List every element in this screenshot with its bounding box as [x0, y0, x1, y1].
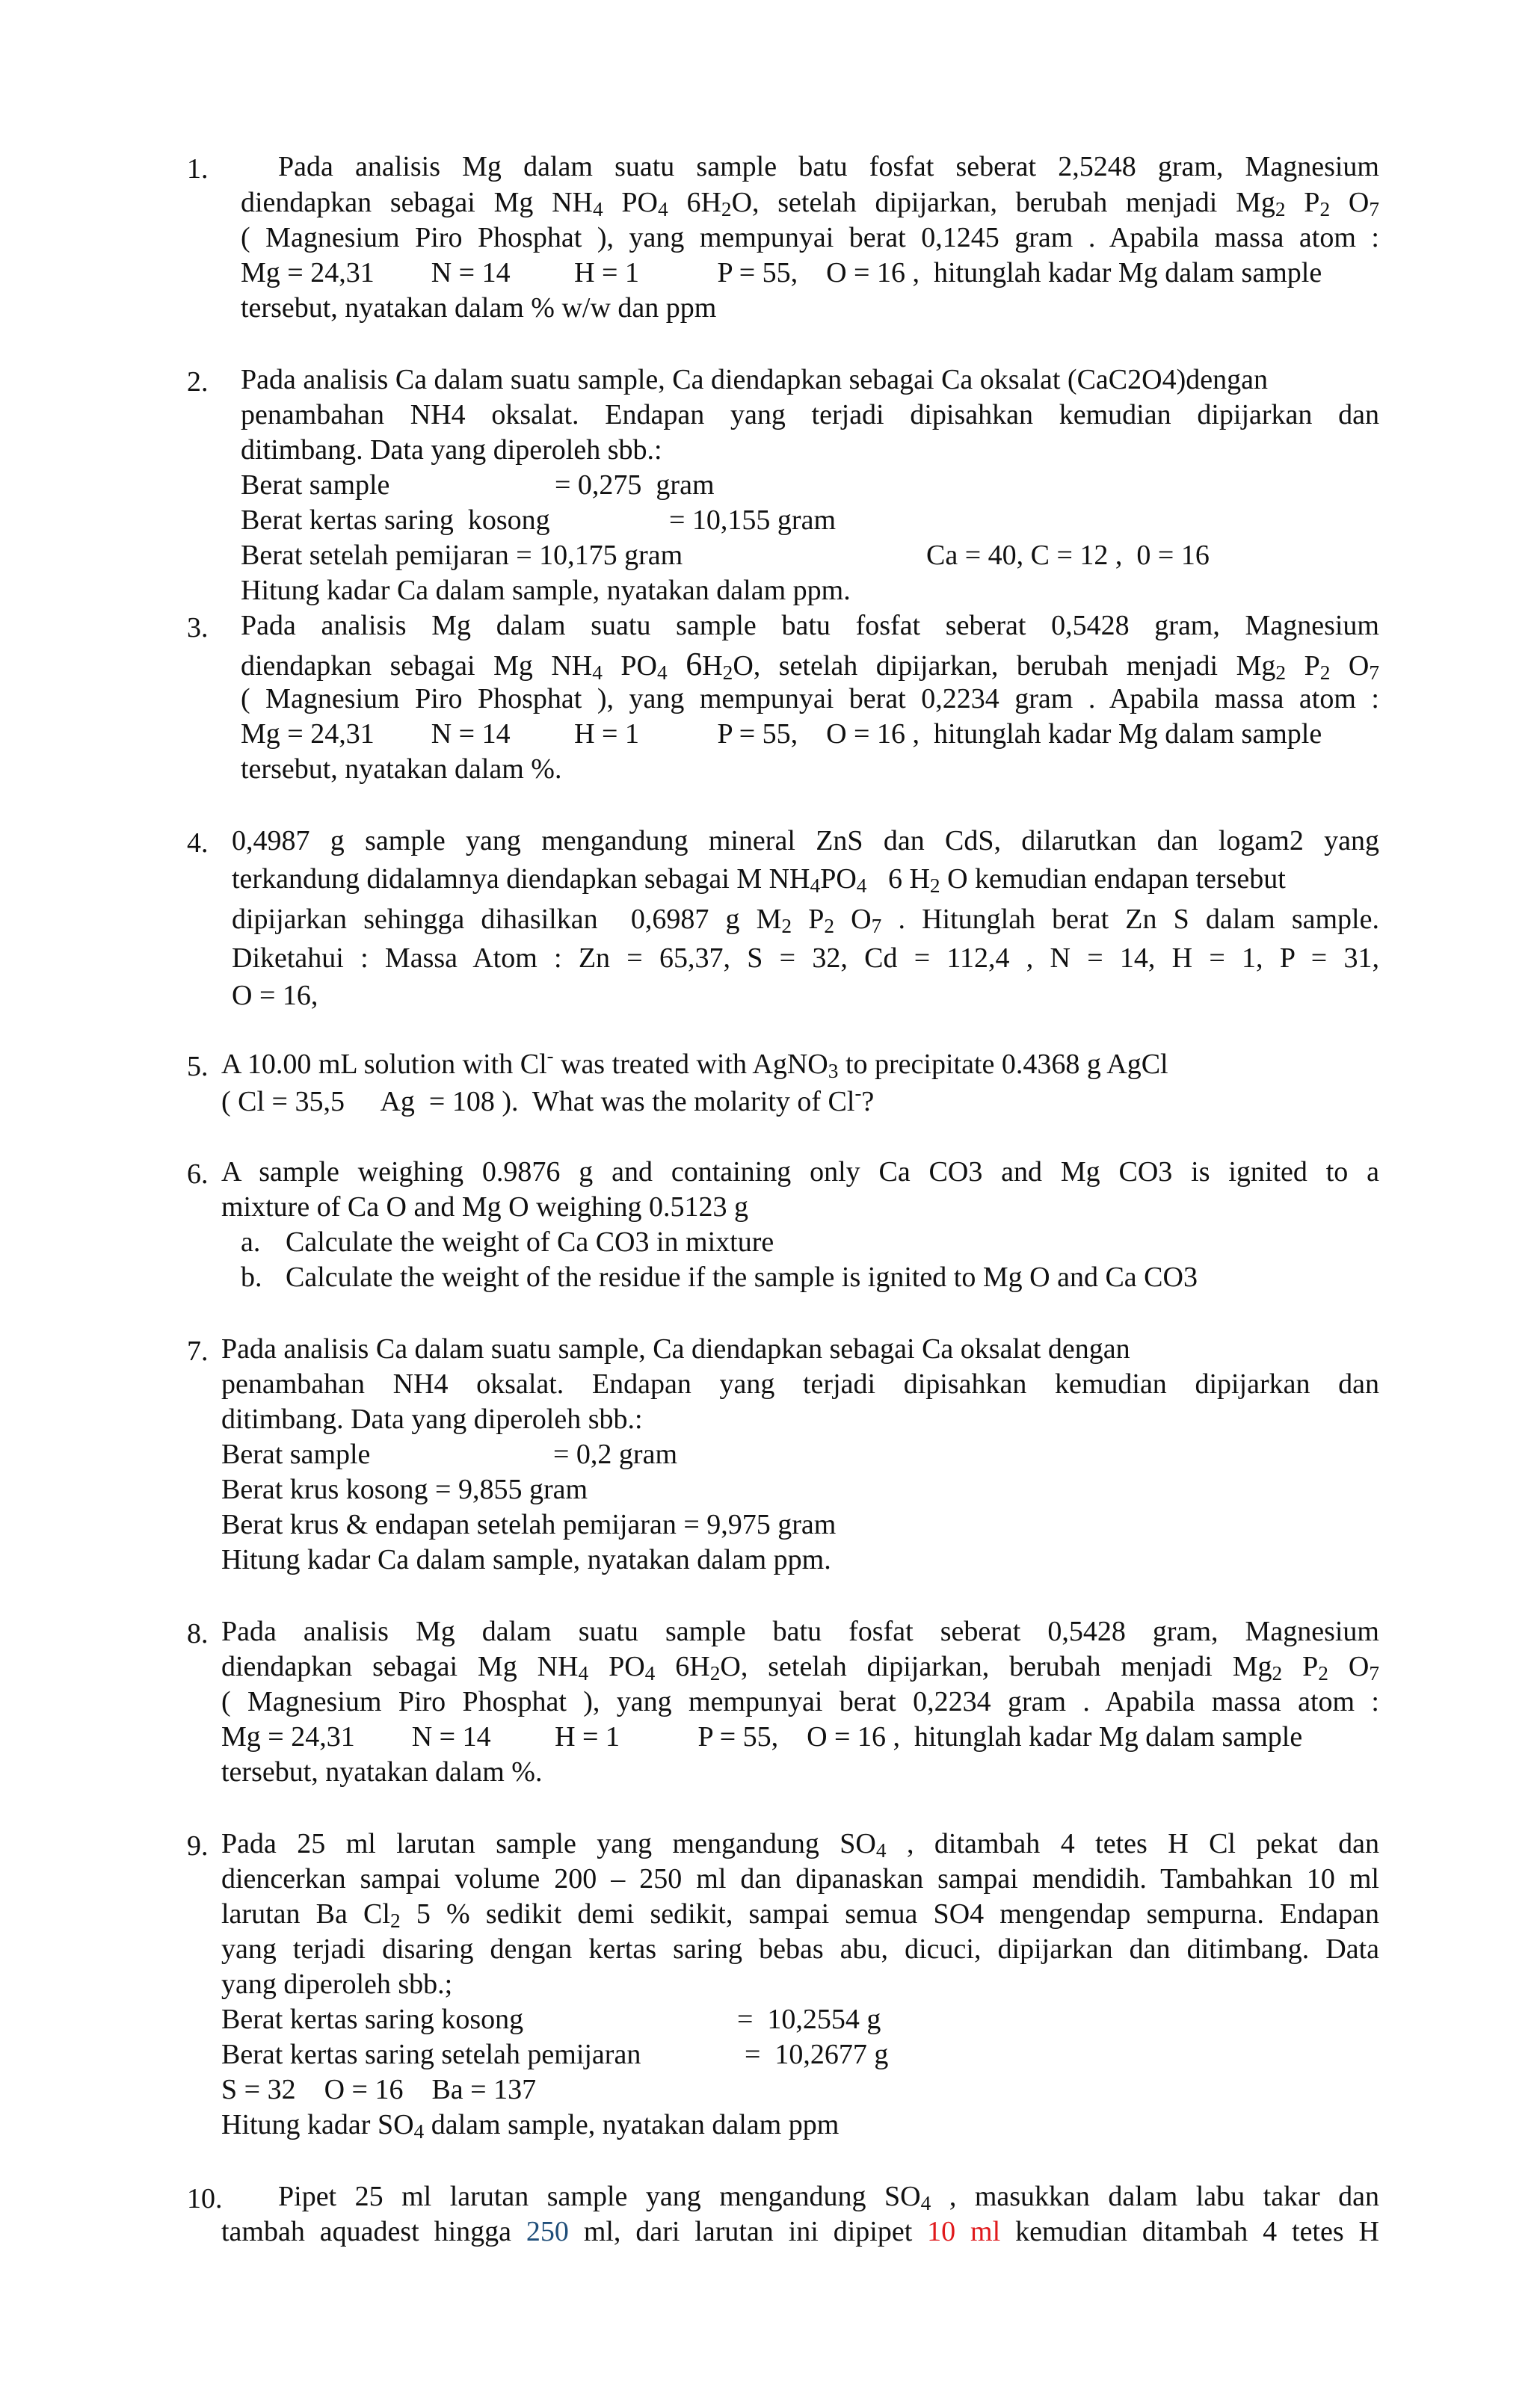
- question-line: mixture of Ca O and Mg O weighing 0.5123 g: [221, 1191, 749, 1223]
- question-line: Pada analisis Mg dalam suatu sample batu fosfat seberat 2,5248 gram, Magnesium: [278, 151, 1379, 182]
- highlight-blue-value: 250: [526, 2216, 569, 2247]
- question-line: A sample weighing 0.9876 g and containing only Ca CO3 and Mg CO3 is ignited to a: [221, 1156, 1379, 1188]
- question-line: Berat kertas saring kosong = 10,155 gram: [241, 504, 837, 536]
- question-line: ( Magnesium Piro Phosphat ), yang mempunyai berat 0,2234 gram . Apabila massa atom :: [241, 683, 1379, 714]
- question-line: ( Magnesium Piro Phosphat ), yang mempunyai berat 0,2234 gram . Apabila massa atom :: [221, 1686, 1379, 1717]
- highlight-red-value: 10 ml: [927, 2216, 1001, 2247]
- question-line: tambah aquadest hingga 250 ml, dari larutan ini dipipet 10 ml kemudian ditambah 4 tetes H: [221, 2216, 1379, 2247]
- question-line: Pada analisis Ca dalam suatu sample, Ca diendapkan sebagai Ca oksalat (CaC2O4)dengan: [241, 364, 1268, 395]
- question-line: Diketahui : Massa Atom : Zn = 65,37, S = 32, Cd = 112,4 , N = 14, H = 1, P = 31,: [232, 942, 1379, 974]
- sub-item-text: Calculate the weight of the residue if the sample is ignited to Mg O and Ca CO3: [286, 1262, 1198, 1293]
- question-line: Hitung kadar $SO_4$ dalam sample, nyatakan dalam ppm: [221, 2109, 840, 2143]
- question-number: 3.: [187, 612, 209, 643]
- question-line: diendapkan sebagai Mg $NH_4$ $PO_4$ $6H_2O$, setelah dipijarkan, berubah menjadi $Mg_2$ $P_2$ $O_7$: [241, 646, 1380, 685]
- question-number: 8.: [187, 1618, 209, 1649]
- question-number: 7.: [187, 1336, 209, 1367]
- question-line: yang terjadi disaring dengan kertas saring bebas abu, dicuci, dipijarkan dan ditimbang. Data: [221, 1933, 1379, 1965]
- question-line: Pada analisis Mg dalam suatu sample batu fosfat seberat 0,5428 gram, Magnesium: [241, 610, 1379, 641]
- question-number: 1.: [187, 153, 209, 185]
- question-line: diendapkan sebagai Mg $NH_4$ $PO_4$ $6H_2O$, setelah dipijarkan, berubah menjadi $Mg_2$ $P_2$ $O_7$: [241, 187, 1379, 221]
- question-line: ( Magnesium Piro Phosphat ), yang mempunyai berat 0,1245 gram . Apabila massa atom :: [241, 222, 1379, 253]
- question-line: Berat krus & endapan setelah pemijaran = 9,975 gram: [221, 1509, 837, 1540]
- question-number: 4.: [187, 827, 209, 859]
- question-number: 2.: [187, 366, 209, 398]
- question-line: Berat sample = 0,275 gram: [241, 469, 715, 501]
- question-line: dipijarkan sehingga dihasilkan 0,6987 g $M_2$ $P_2$ $O_7$ . Hitunglah berat Zn S dalam sample.: [232, 904, 1379, 938]
- question-line: tersebut, nyatakan dalam %.: [241, 753, 562, 785]
- question-line: tersebut, nyatakan dalam %.: [221, 1756, 543, 1788]
- question-line: diencerkan sampai volume 200 – 250 ml dan dipanaskan sampai mendidih. Tambahkan 10 ml: [221, 1863, 1379, 1895]
- question-line: larutan Ba $Cl_2$ 5 % sedikit demi sedikit, sampai semua SO4 mengendap sempurna. Endapan: [221, 1898, 1379, 1933]
- question-line: yang diperoleh sbb.;: [221, 1969, 453, 2000]
- question-line: terkandung didalamnya diendapkan sebagai M $NH_4PO_4$ 6 $H_2$ O kemudian endapan tersebut: [232, 863, 1286, 898]
- question-line: O = 16,: [232, 980, 318, 1011]
- sub-item-text: Calculate the weight of Ca CO3 in mixture: [286, 1226, 774, 1258]
- question-line: penambahan NH4 oksalat. Endapan yang terjadi dipisahkan kemudian dipijarkan dan: [241, 399, 1379, 430]
- question-number: 5.: [187, 1051, 209, 1082]
- question-line: Mg = 24,31 N = 14 H = 1 P = 55, O = 16 , hitunglah kadar Mg dalam sample: [241, 257, 1322, 288]
- question-line: Hitung kadar Ca dalam sample, nyatakan dalam ppm.: [241, 575, 851, 606]
- question-line: ditimbang. Data yang diperoleh sbb.:: [241, 434, 662, 466]
- question-line: diendapkan sebagai Mg $NH_4$ $PO_4$ $6H_2O$, setelah dipijarkan, berubah menjadi $Mg_2$ $P_2$ $O_7$: [221, 1651, 1379, 1685]
- question-line: 0,4987 g sample yang mengandung mineral ZnS dan CdS, dilarutkan dan logam2 yang: [232, 825, 1379, 856]
- question-number: 10.: [187, 2183, 223, 2214]
- sub-item-letter: b.: [241, 1262, 262, 1293]
- question-line: Berat setelah pemijaran = 10,175 gram Ca = 40, C = 12 , 0 = 16: [241, 540, 1210, 571]
- question-line: Mg = 24,31 N = 14 H = 1 P = 55, O = 16 , hitunglah kadar Mg dalam sample: [221, 1721, 1303, 1753]
- question-line: Pada 25 ml larutan sample yang mengandung $SO_4$ , ditambah 4 tetes H Cl pekat dan: [221, 1828, 1379, 1862]
- question-line: Pada analisis Mg dalam suatu sample batu fosfat seberat 0,5428 gram, Magnesium: [221, 1616, 1379, 1647]
- question-number: 6.: [187, 1158, 209, 1190]
- question-line: Mg = 24,31 N = 14 H = 1 P = 55, O = 16 , hitunglah kadar Mg dalam sample: [241, 718, 1322, 750]
- question-line: Pada analisis Ca dalam suatu sample, Ca diendapkan sebagai Ca oksalat dengan: [221, 1333, 1130, 1365]
- question-line: Berat krus kosong = 9,855 gram: [221, 1474, 588, 1505]
- question-line: Berat kertas saring setelah pemijaran = 10,2677 g: [221, 2039, 889, 2070]
- question-line: Hitung kadar Ca dalam sample, nyatakan dalam ppm.: [221, 1544, 831, 1575]
- question-line: Pipet 25 ml larutan sample yang mengandung $SO_4$ , masukkan dalam labu takar dan: [278, 2181, 1379, 2215]
- sub-item-letter: a.: [241, 1226, 261, 1258]
- question-line: Berat kertas saring kosong = 10,2554 g: [221, 2004, 881, 2035]
- question-line: A 10.00 mL solution with Cl- was treated with AgNO$_3$ to precipitate 0.4368 g AgCl: [221, 1044, 1168, 1083]
- question-line: Berat sample = 0,2 gram: [221, 1439, 678, 1470]
- question-line: tersebut, nyatakan dalam % w/w dan ppm: [241, 292, 717, 324]
- question-number: 9.: [187, 1830, 209, 1862]
- question-line: ( Cl = 35,5 Ag = 108 ). What was the molarity of Cl-?: [221, 1081, 875, 1117]
- question-line: S = 32 O = 16 Ba = 137: [221, 2074, 537, 2105]
- question-line: ditimbang. Data yang diperoleh sbb.:: [221, 1404, 643, 1435]
- question-line: penambahan NH4 oksalat. Endapan yang terjadi dipisahkan kemudian dipijarkan dan: [221, 1368, 1379, 1400]
